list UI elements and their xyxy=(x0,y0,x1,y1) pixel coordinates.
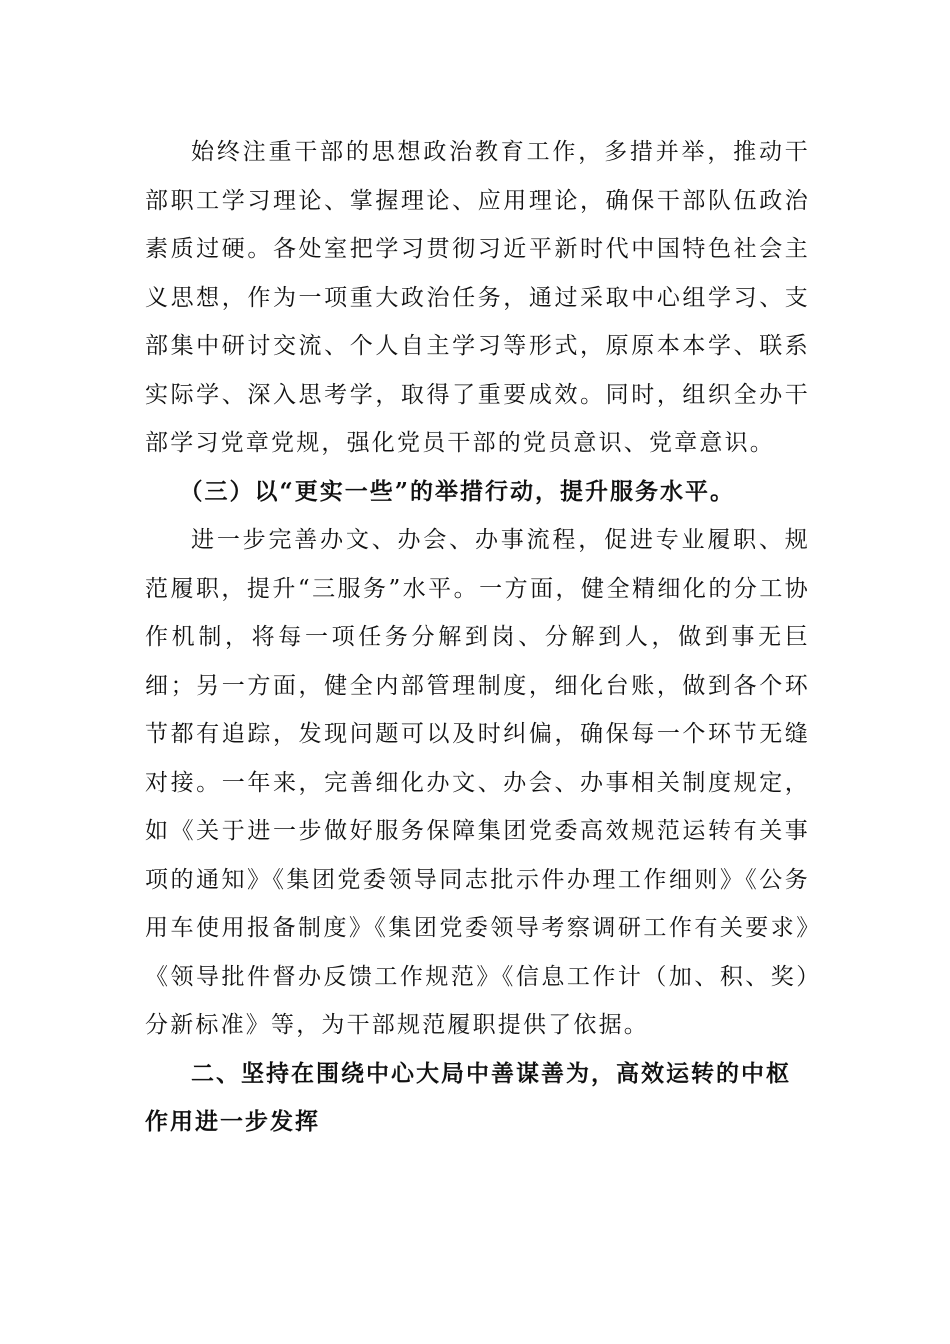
paragraph-service-process: 进一步完善办文、办会、办事流程，促进专业履职、规范履职，提升“三服务”水平。一方面，健全精细化的分工协作机制，将每一项任务分解到岗、分解到人，做到事无巨细；另一方面，健全内部管理制度，细化台账，做到各个环节都有追踪，发现问题可以及时纠偏，确保每一个环节无缝对接。一年来，完善细化办文、办会、办事相关制度规定，如《关于进一步做好服务保障集团党委高效规范运转有关事项的通知》《集团党委领导同志批示件办理工作细则》《公务用车使用报备制度》《集团党委领导考察调研工作有关要求》《领导批件督办反馈工作规范》《信息工作计（加、积、奖）分新标准》等，为干部规范履职提供了依据。 xyxy=(145,527,810,1038)
subheading-service-level: （三）以“更实一些”的举措行动，提升服务水平。 xyxy=(179,477,735,505)
paragraph-political-education: 始终注重干部的思想政治教育工作，多措并举，推动干部职工学习理论、掌握理论、应用理论，确保干部队伍政治素质过硬。各处室把学习贯彻习近平新时代中国特色社会主义思想，作为一项重大政治任务，通过采取中心组学习、支部集中研讨交流、个人自主学习等形式，原原本本学、联系实际学、深入思考学，取得了重要成效。同时，组织全办干部学习党章党规，强化党员干部的党员意识、党章意识。 xyxy=(145,139,810,456)
section-heading-two: 二、坚持在围绕中心大局中善谋善为，高效运转的中枢作用进一步发挥 xyxy=(145,1059,791,1135)
document-body xyxy=(145,128,810,1147)
